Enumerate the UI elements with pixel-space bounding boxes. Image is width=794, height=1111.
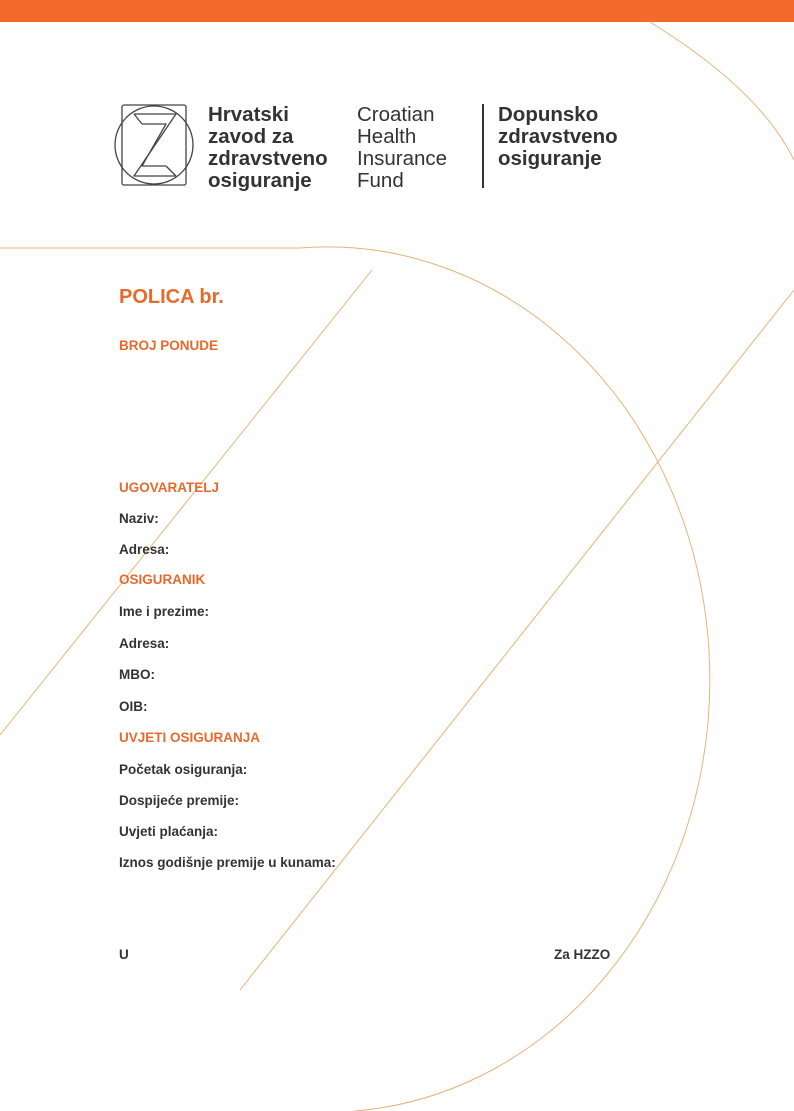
brand-line: Fund [357, 169, 404, 192]
large-arc [0, 247, 710, 1111]
offer-number-label: BROJ PONUDE [119, 338, 219, 353]
brand-line: Health [357, 125, 417, 148]
brand-line: osiguranje [208, 169, 312, 192]
brand-line: Croatian [357, 103, 435, 126]
brand-line: Hrvatski [208, 103, 289, 126]
brand-line: zdravstveno [498, 125, 618, 148]
insured-mbo-label: MBO: [119, 667, 155, 682]
signature-place-label: U [119, 947, 129, 962]
policyholder-name-label: Naziv: [119, 511, 159, 526]
insured-address-label: Adresa: [119, 636, 170, 651]
brand-name-english [357, 104, 447, 192]
insured-oib-label: OIB: [119, 699, 148, 714]
product-name [498, 104, 618, 170]
conditions-heading: UVJETI OSIGURANJA [119, 730, 261, 745]
hzzo-logo-icon [114, 100, 194, 190]
payment-terms-label: Uvjeti plaćanja: [119, 824, 219, 839]
brand-name-croatian [208, 104, 328, 192]
document-title: POLICA br. [119, 286, 224, 308]
brand-line: Insurance [357, 147, 448, 170]
brand-line: zavod za [208, 125, 294, 148]
top-right-curve [650, 22, 794, 160]
policyholder-address-label: Adresa: [119, 542, 170, 557]
policyholder-heading: UGOVARATELJ [119, 480, 220, 495]
insured-heading: OSIGURANIK [119, 572, 206, 587]
brand-line: Dopunsko [498, 103, 599, 126]
premium-due-label: Dospijeće premije: [119, 793, 240, 808]
insured-full-name-label: Ime i prezime: [119, 604, 210, 619]
brand-line: zdravstveno [208, 147, 328, 170]
signature-issuer-label: Za HZZO [554, 947, 611, 962]
insurance-start-label: Početak osiguranja: [119, 762, 248, 777]
annual-premium-label: Iznos godišnje premije u kunama: [119, 855, 336, 870]
brand-divider [482, 104, 484, 188]
brand-line: osiguranje [498, 147, 602, 170]
diagonal-line-2 [240, 290, 794, 990]
